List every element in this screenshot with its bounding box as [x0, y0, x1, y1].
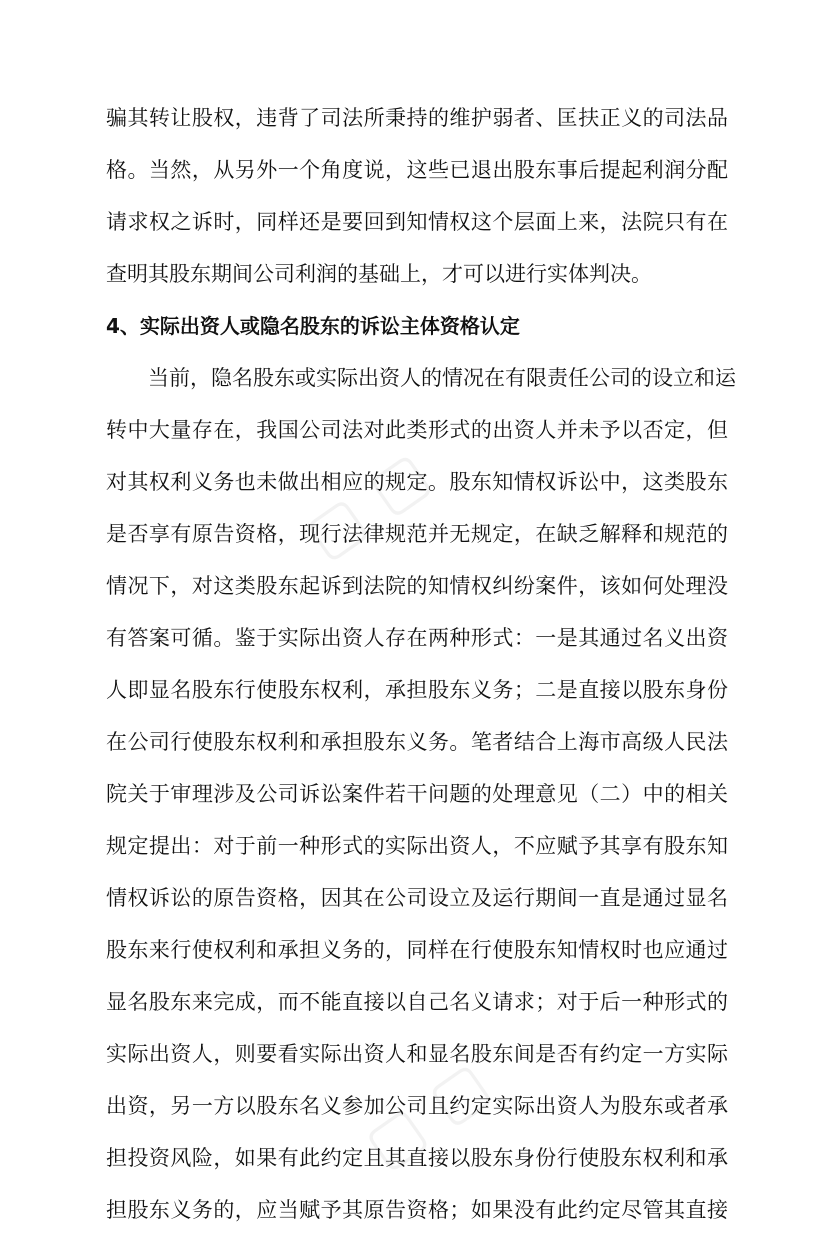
text-line: 在公司行使股东权利和承担股东义务。笔者结合上海市高级人民法	[106, 730, 728, 754]
text-line: 格。当然，从另外一个角度说，这些已退出股东事后提起利润分配	[106, 158, 728, 182]
text-line: 规定提出：对于前一种形式的实际出资人，不应赋予其享有股东知	[106, 834, 728, 858]
text-line: 人即显名股东行使股东权利，承担股东义务；二是直接以股东身份	[106, 678, 728, 702]
text-line: 实际出资人，则要看实际出资人和显名股东间是否有约定一方实际	[106, 1042, 728, 1066]
text-line: 当前，隐名股东或实际出资人的情况在有限责任公司的设立和运	[148, 366, 736, 390]
text-line: 担投资风险，如果有此约定且其直接以股东身份行使股东权利和承	[106, 1146, 728, 1170]
text-line: 院关于审理涉及公司诉讼案件若干问题的处理意见（二）中的相关	[106, 782, 728, 806]
text-line: 情权诉讼的原告资格，因其在公司设立及运行期间一直是通过显名	[106, 886, 728, 910]
text-line: 股东来行使权利和承担义务的，同样在行使股东知情权时也应通过	[106, 938, 728, 962]
document-body	[106, 92, 736, 1236]
text-line: 查明其股东期间公司利润的基础上，才可以进行实体判决。	[106, 262, 652, 286]
text-line: 转中大量存在，我国公司法对此类形式的出资人并未予以否定，但	[106, 418, 728, 442]
text-line: 有答案可循。鉴于实际出资人存在两种形式：一是其通过名义出资	[106, 626, 728, 650]
watermark-mark: ▢ ▢	[352, 1047, 503, 1183]
text-line: 是否享有原告资格，现行法律规范并无规定，在缺乏解释和规范的	[106, 522, 728, 546]
text-line: 显名股东来完成，而不能直接以自己名义请求；对于后一种形式的	[106, 990, 728, 1014]
text-line: 骗其转让股权，违背了司法所秉持的维护弱者、匡扶正义的司法品	[106, 106, 728, 130]
text-line: 请求权之诉时，同样还是要回到知情权这个层面上来，法院只有在	[106, 210, 728, 234]
text-line: 对其权利义务也未做出相应的规定。股东知情权诉讼中，这类股东	[106, 470, 728, 494]
text-line: 出资，另一方以股东名义参加公司且约定实际出资人为股东或者承	[106, 1094, 728, 1118]
text-line: 情况下，对这类股东起诉到法院的知情权纠纷案件，该如何处理没	[106, 574, 728, 598]
text-line: 担股东义务的，应当赋予其原告资格；如果没有此约定尽管其直接	[106, 1198, 728, 1222]
paragraph	[106, 352, 736, 1236]
section-heading: 4、实际出资人或隐名股东的诉讼主体资格认定	[106, 314, 520, 338]
paragraph	[106, 92, 728, 300]
watermark-mark: ▢ ▢	[292, 437, 443, 573]
